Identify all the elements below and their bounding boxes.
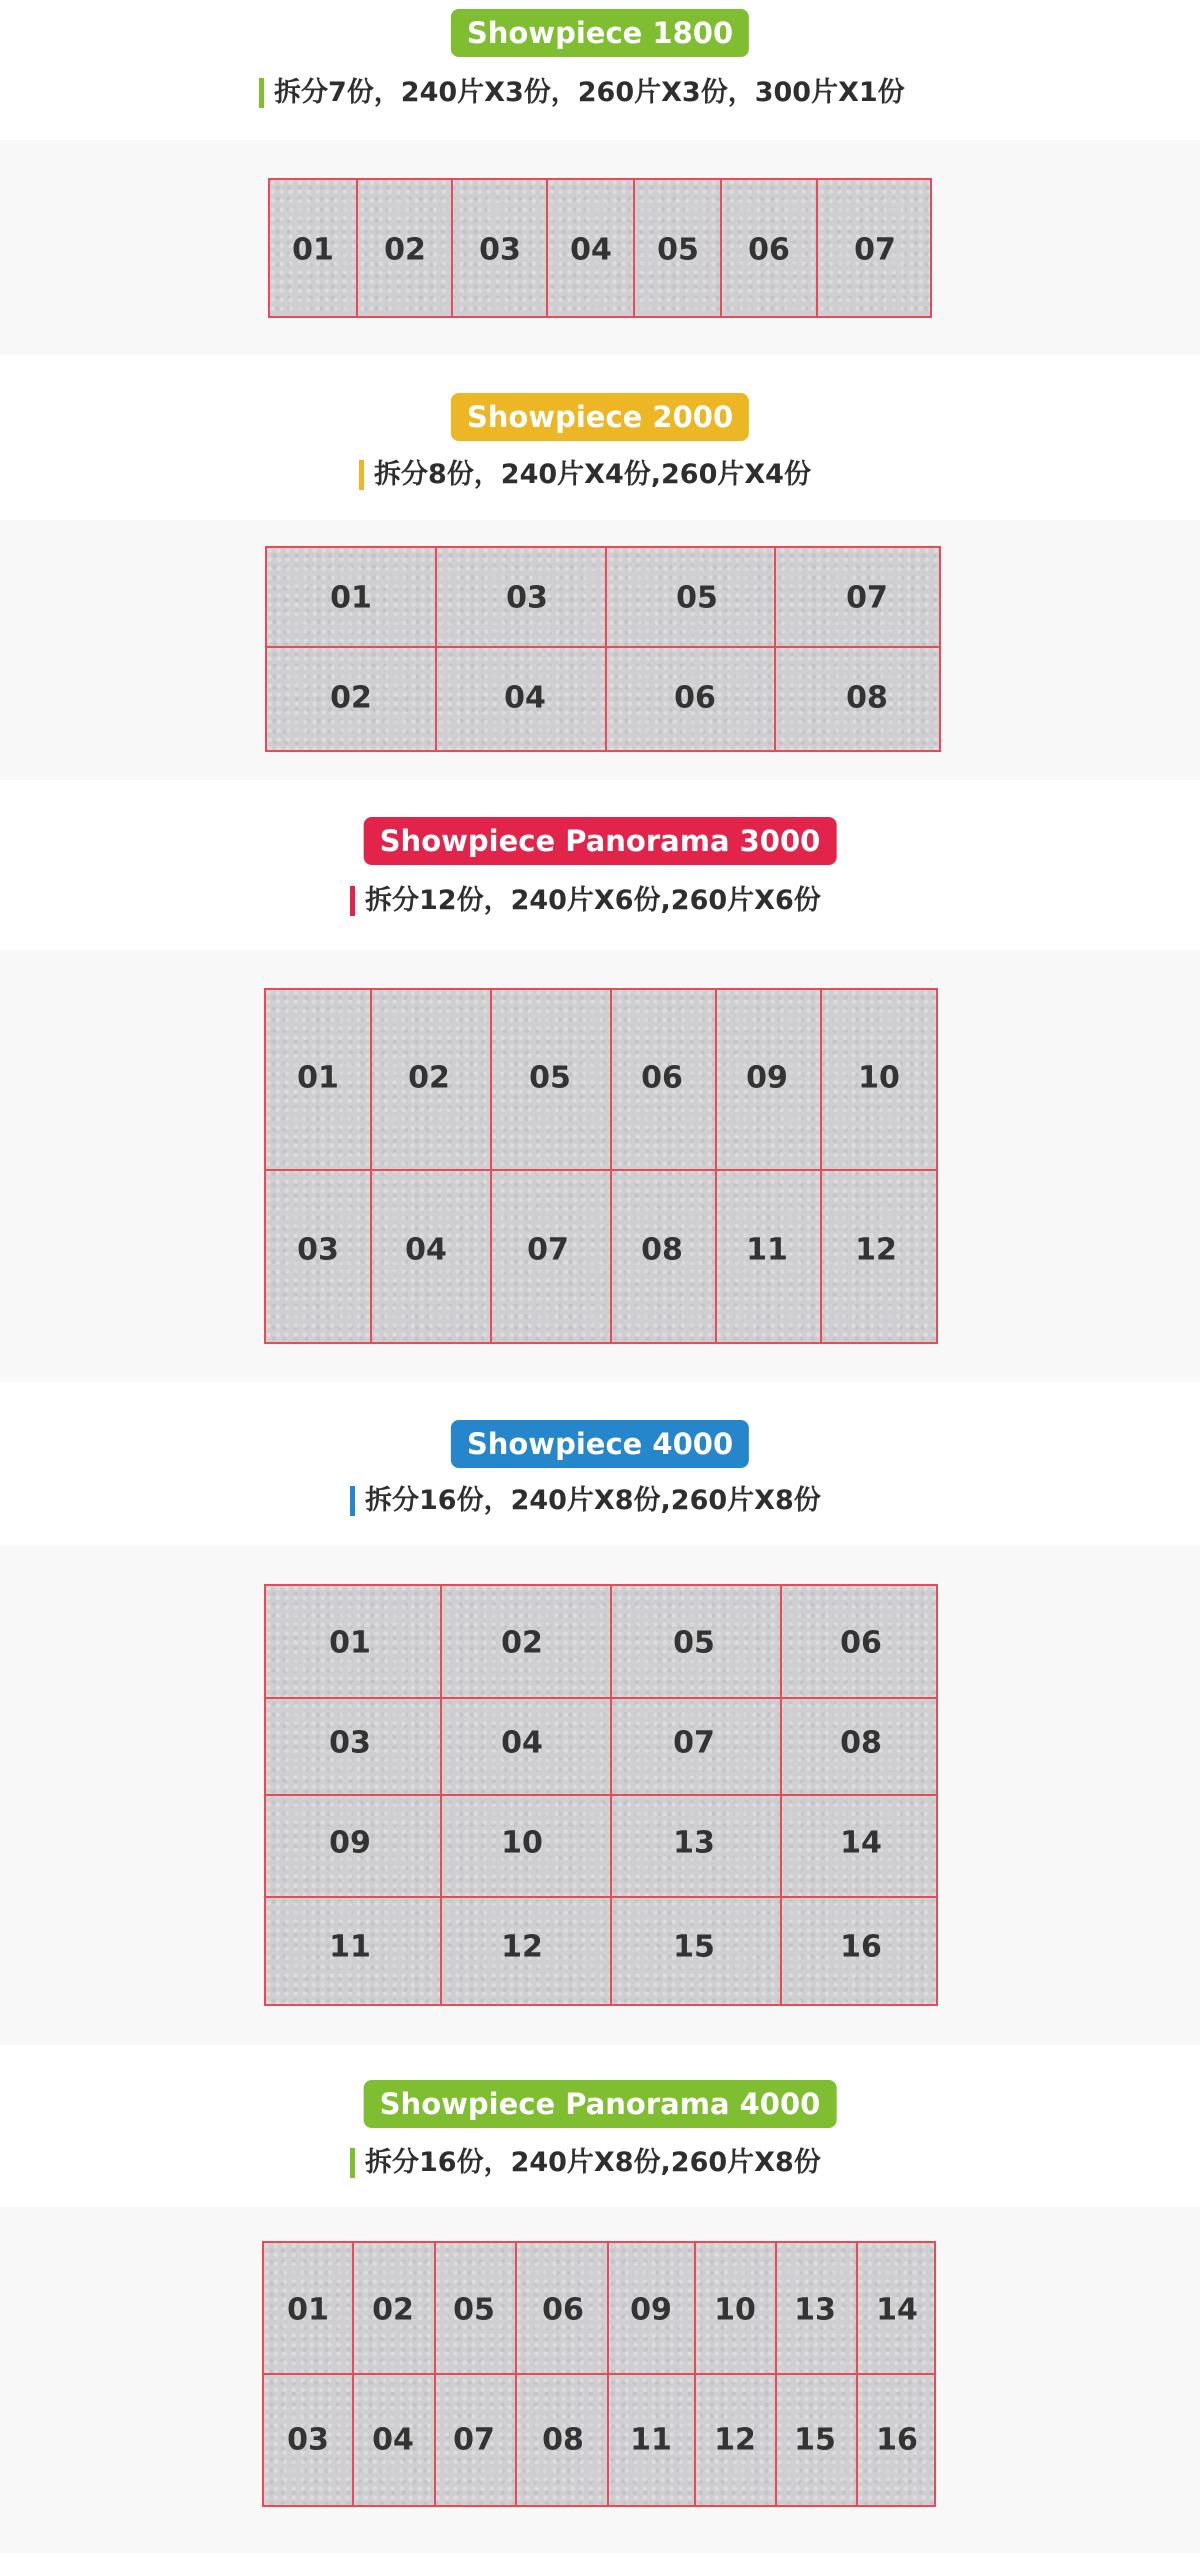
section-5-info-text: 拆分16份，240片X8份,260片X8份 xyxy=(365,2147,821,2178)
piece-label: 03 xyxy=(506,580,548,616)
piece-label: 08 xyxy=(840,1725,882,1761)
piece-label: 11 xyxy=(746,1232,788,1268)
piece-label: 05 xyxy=(453,2292,495,2328)
accent-bar xyxy=(359,460,364,490)
piece-label: 02 xyxy=(384,232,426,268)
piece-label: 04 xyxy=(405,1232,447,1268)
piece-label: 11 xyxy=(630,2422,672,2458)
piece-label: 06 xyxy=(542,2292,584,2328)
section-4-info-text: 拆分16份，240片X8份,260片X8份 xyxy=(365,1485,821,1516)
piece-label: 09 xyxy=(329,1825,371,1861)
piece-label: 03 xyxy=(329,1725,371,1761)
accent-bar xyxy=(259,78,264,108)
piece-label: 01 xyxy=(292,232,334,268)
piece-label: 03 xyxy=(297,1232,339,1268)
piece-label: 05 xyxy=(676,580,718,616)
piece-label: 14 xyxy=(876,2292,918,2328)
piece-label: 04 xyxy=(570,232,612,268)
section-1-title-badge: Showpiece 1800 xyxy=(451,9,749,57)
piece-label: 12 xyxy=(714,2422,756,2458)
piece-label: 09 xyxy=(746,1060,788,1096)
piece-label: 02 xyxy=(501,1625,543,1661)
accent-bar xyxy=(350,1486,355,1516)
piece-label: 14 xyxy=(840,1825,882,1861)
section-4-title-badge: Showpiece 4000 xyxy=(451,1420,749,1468)
section-4-puzzle-grid xyxy=(264,1584,938,2006)
piece-label: 07 xyxy=(854,232,896,268)
piece-label: 13 xyxy=(794,2292,836,2328)
piece-label: 08 xyxy=(846,680,888,716)
piece-label: 01 xyxy=(329,1625,371,1661)
accent-bar xyxy=(350,2148,355,2178)
piece-label: 10 xyxy=(858,1060,900,1096)
piece-label: 05 xyxy=(529,1060,571,1096)
section-2-title-badge: Showpiece 2000 xyxy=(451,393,749,441)
piece-label: 06 xyxy=(641,1060,683,1096)
section-1-puzzle-grid xyxy=(268,178,932,318)
piece-label: 08 xyxy=(542,2422,584,2458)
piece-label: 16 xyxy=(876,2422,918,2458)
piece-label: 02 xyxy=(330,680,372,716)
section-5-puzzle-grid xyxy=(262,2241,936,2507)
piece-label: 01 xyxy=(330,580,372,616)
section-2-info-text: 拆分8份，240片X4份,260片X4份 xyxy=(374,459,811,490)
piece-label: 04 xyxy=(372,2422,414,2458)
piece-label: 07 xyxy=(673,1725,715,1761)
section-3-puzzle-grid xyxy=(264,988,938,1344)
piece-label: 01 xyxy=(297,1060,339,1096)
piece-label: 10 xyxy=(501,1825,543,1861)
piece-label: 06 xyxy=(674,680,716,716)
piece-label: 06 xyxy=(748,232,790,268)
piece-label: 02 xyxy=(372,2292,414,2328)
piece-label: 06 xyxy=(840,1625,882,1661)
piece-label: 13 xyxy=(673,1825,715,1861)
accent-bar xyxy=(350,886,355,916)
piece-label: 04 xyxy=(504,680,546,716)
section-1-info-text: 拆分7份，240片X3份，260片X3份，300片X1份 xyxy=(274,77,905,108)
section-2-puzzle-grid xyxy=(265,546,941,752)
piece-label: 10 xyxy=(714,2292,756,2328)
piece-label: 16 xyxy=(840,1929,882,1965)
piece-label: 04 xyxy=(501,1725,543,1761)
piece-label: 03 xyxy=(287,2422,329,2458)
section-3-info-text: 拆分12份，240片X6份,260片X6份 xyxy=(365,885,821,916)
piece-label: 12 xyxy=(501,1929,543,1965)
section-5-title-badge: Showpiece Panorama 4000 xyxy=(364,2080,837,2128)
piece-label: 07 xyxy=(527,1232,569,1268)
piece-label: 15 xyxy=(673,1929,715,1965)
piece-label: 02 xyxy=(408,1060,450,1096)
piece-label: 08 xyxy=(641,1232,683,1268)
piece-label: 11 xyxy=(329,1929,371,1965)
piece-label: 12 xyxy=(855,1232,897,1268)
piece-label: 07 xyxy=(846,580,888,616)
piece-label: 05 xyxy=(673,1625,715,1661)
piece-label: 01 xyxy=(287,2292,329,2328)
section-3-title-badge: Showpiece Panorama 3000 xyxy=(364,817,837,865)
piece-label: 07 xyxy=(453,2422,495,2458)
piece-label: 03 xyxy=(479,232,521,268)
piece-label: 09 xyxy=(630,2292,672,2328)
piece-label: 05 xyxy=(657,232,699,268)
piece-label: 15 xyxy=(794,2422,836,2458)
